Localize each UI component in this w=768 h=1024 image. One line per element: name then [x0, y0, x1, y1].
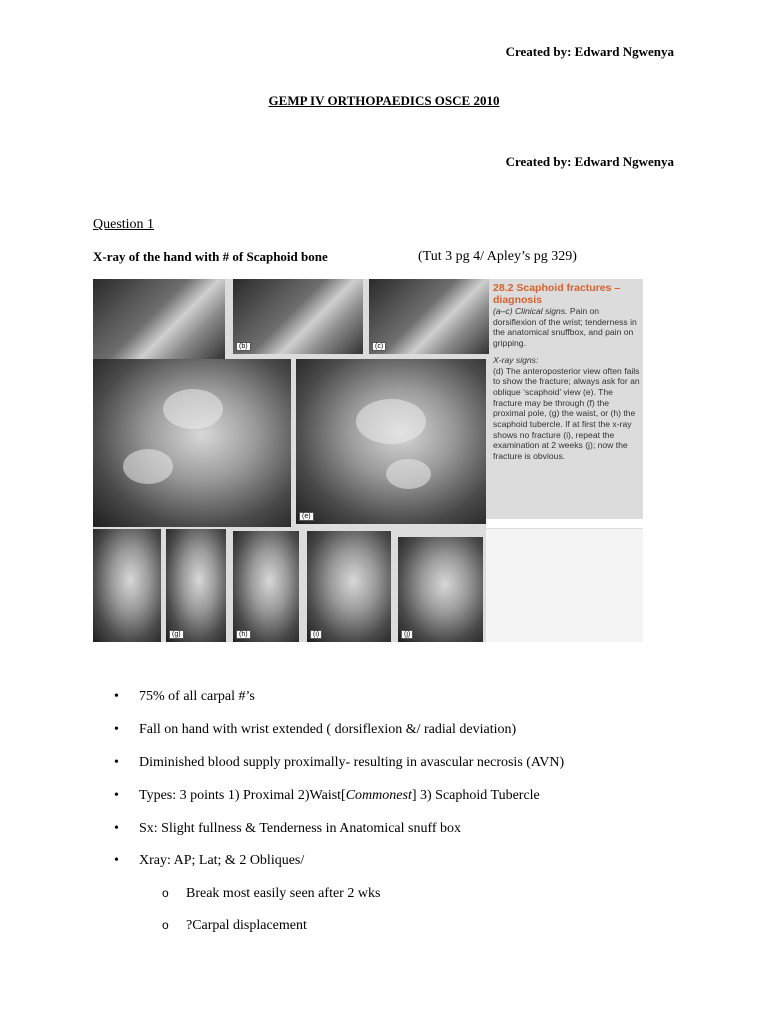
figure-label-c: (c) — [372, 342, 386, 351]
scaphoid-figure — [93, 279, 643, 642]
caption-clinical-signs: Pain on dorsiflexion of the wrist; tenderness in the anatomical snuffbox, and pain on gripping. — [493, 306, 637, 349]
created-by-subheader: Created by: Edward Ngwenya — [505, 154, 674, 169]
xray-g — [166, 529, 226, 642]
document-title: GEMP IV ORTHOPAEDICS OSCE 2010 — [268, 93, 500, 108]
question-label: Question 1 — [93, 217, 155, 232]
clinical-photo-a — [93, 279, 225, 359]
xray-heading: X-ray of the hand with # of Scaphoid bone — [93, 249, 328, 264]
xray-e-scaphoid-view — [296, 359, 486, 524]
bullet-symbol: • — [114, 788, 119, 803]
caption-xray-signs: (d) The anteroposterior view often fails to show the fracture; always ask for an oblique ‘scaphoid’ view (e). The fracture may be through (f) the proximal pole, (g) the waist, or (h) the scaphoid tubercle. If at first the x-ray shows no fracture (i), repeat the examination at 2 weeks (j); now the fracture is obvious. — [493, 365, 640, 462]
bullet-symbol: • — [114, 821, 119, 836]
xray-reference: (Tut 3 pg 4/ Apley’s pg 329) — [418, 249, 577, 264]
xray-f — [93, 529, 161, 642]
figure-label-b: (b) — [236, 342, 251, 351]
sub-bullet-symbol: o — [162, 886, 169, 900]
sub-bullet-symbol: o — [162, 918, 169, 932]
figure-label-i: (i) — [310, 630, 322, 639]
xray-d-ap-view — [93, 359, 291, 527]
bullet-symbol: • — [114, 722, 119, 737]
bullet-symbol: • — [114, 755, 119, 770]
bullet-symbol: • — [114, 853, 119, 868]
clinical-photo-c — [369, 279, 489, 354]
figure-label-j: (j) — [401, 630, 413, 639]
bullet-symbol: • — [114, 689, 119, 704]
created-by-header: Created by: Edward Ngwenya — [505, 44, 674, 59]
figure-label-g: (g) — [169, 630, 184, 639]
figure-label-h: (h) — [236, 630, 251, 639]
figure-caption — [493, 283, 641, 462]
xray-h — [233, 531, 299, 642]
xray-j — [398, 537, 483, 642]
caption-xray-signs-head: X-ray signs: — [493, 354, 539, 365]
caption-subtitle: (a–c) Clinical signs. — [493, 306, 568, 316]
clinical-photo-b — [233, 279, 363, 354]
figure-label-e: (e) — [299, 512, 314, 521]
caption-title: 28.2 Scaphoid fractures – diagnosis — [493, 282, 621, 306]
xray-i — [307, 531, 391, 642]
